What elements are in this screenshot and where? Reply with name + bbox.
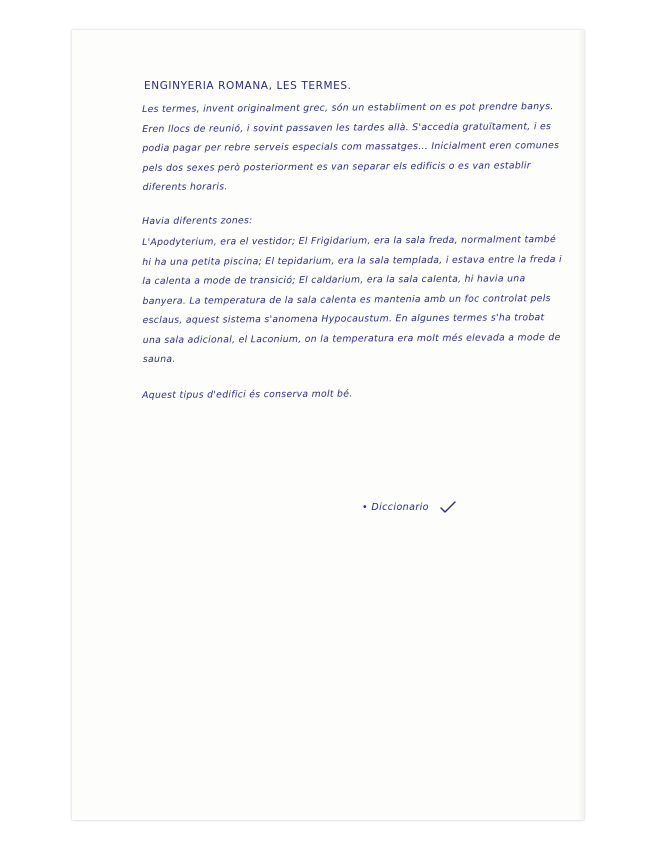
document-title: ENGINYERIA ROMANA, LES TERMES. bbox=[144, 80, 352, 92]
signoff bbox=[362, 500, 457, 514]
signoff-text: • Diccionario bbox=[362, 501, 429, 513]
paper-sheet bbox=[72, 30, 584, 820]
paragraph-conclusion: Aquest tipus d'edifici és conserva molt bé. bbox=[142, 388, 353, 401]
checkmark-icon bbox=[439, 500, 457, 514]
sheet-shadow-edge bbox=[578, 30, 584, 820]
paragraph-zones: L'Apodyterium, era el vestidor; El Frigidarium, era la sala freda, normalment també hi ha una petita piscina; El tepidarium, era la sala templada, i estava entre la freda i la calenta a mode de transició; El caldarium, era la sala calenta, hi havia una banyera. La temperatura de la sala calenta es mantenia amb un foc controlat pels esclaus, aquest sistema s'anomena Hypocaustum. En algunes termes s'ha trobat una sala adicional, el Laconium, on la temperatura era molt més elevada a mode de sauna. bbox=[142, 234, 562, 365]
paragraph-zones-heading: Havia diferents zones: bbox=[142, 214, 253, 227]
handwritten-content bbox=[142, 80, 562, 405]
paragraph-intro: Les termes, invent originalment grec, són un establiment on es pot prendre banys. Eren llocs de reunió, i sovint passaven les tardes allà. S'accedia gratuïtament, i es podia pagar per rebre serveis especials com massatges... Inicialment eren comunes pels dos sexes però posteriorment es van separar els edificis o es van establir diferents horaris. bbox=[142, 101, 560, 193]
